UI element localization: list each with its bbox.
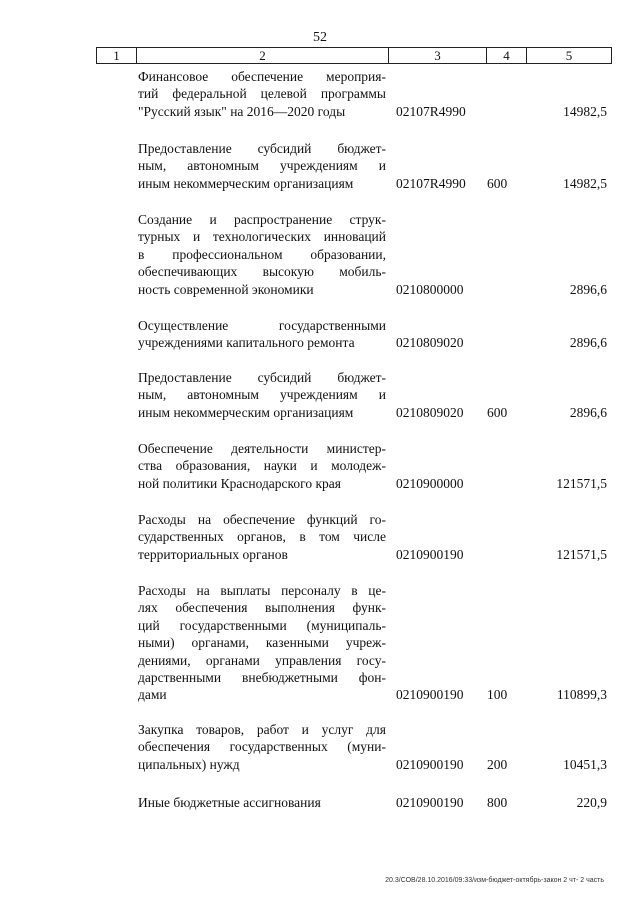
row-name-line: иным некоммерческим организациям	[138, 175, 354, 191]
row-name-line: Создание и распространение струк-	[138, 212, 386, 227]
row-name	[138, 68, 386, 120]
row-name-line: ность современной экономики	[138, 281, 314, 297]
row-name-line: ций государственными (муниципаль-	[138, 617, 386, 633]
row-code: 0210900190	[396, 756, 464, 772]
page-number: 52	[313, 30, 327, 45]
row-name-line: в профессиональном образовании,	[138, 246, 386, 262]
row-name	[138, 211, 386, 298]
row-code: 0210900000	[396, 475, 464, 491]
row-name-line: дами	[138, 687, 167, 703]
row-name	[138, 317, 386, 352]
row-code: 0210900190	[396, 687, 464, 703]
row-name-line: Предоставление субсидий бюджет-	[138, 141, 386, 156]
row-name	[138, 140, 386, 192]
row-code: 0210900190	[396, 795, 464, 810]
row-name-line: Иные бюджетные ассигнования	[138, 795, 321, 810]
row-name-line: Закупка товаров, работ и услуг для	[138, 722, 386, 737]
row-expense-type: 100	[487, 687, 508, 703]
header-col-2: 2	[137, 48, 389, 63]
row-sum: 220,9	[576, 795, 607, 810]
row-name-line: ципальных) нужд	[138, 756, 240, 772]
row-sum: 2896,6	[569, 281, 607, 297]
row-sum: 121571,5	[556, 546, 607, 562]
table-header	[96, 47, 612, 64]
row-code: 02107R4990	[396, 103, 466, 119]
row-name-line: ным, автономным учреждениям и	[138, 387, 386, 403]
row-name	[138, 794, 386, 811]
row-code: 0210809020	[396, 404, 464, 420]
row-name-line: обеспечивающих высокую мобиль-	[138, 264, 386, 280]
row-sum: 110899,3	[556, 687, 607, 703]
row-name-line: дениями, органами управления госу-	[138, 652, 386, 668]
row-name	[138, 582, 386, 704]
row-name-line: Расходы на обеспечение функций го-	[138, 512, 386, 527]
header-col-1: 1	[97, 48, 137, 63]
row-sum: 14982,5	[563, 103, 607, 119]
header-col-3: 3	[389, 48, 487, 63]
header-col-4: 4	[487, 48, 527, 63]
row-name-line: иным некоммерческим организациям	[138, 404, 354, 420]
row-name-line: лях обеспечения выполнения функ-	[138, 600, 386, 616]
row-name-line: Обеспечение деятельности министер-	[138, 441, 386, 456]
row-code: 02107R4990	[396, 175, 466, 191]
row-code: 0210900190	[396, 546, 464, 562]
row-name-line: ства образования, науки и молодеж-	[138, 458, 386, 474]
row-name-line: Осуществление государственными	[138, 318, 386, 333]
row-name-line: Предоставление субсидий бюджет-	[138, 370, 386, 385]
row-name-line: Расходы на выплаты персоналу в це-	[138, 583, 386, 598]
row-sum: 121571,5	[556, 475, 607, 491]
row-name-line: учреждениями капитального ремонта	[138, 335, 355, 351]
row-sum: 14982,5	[563, 175, 607, 191]
row-name-line: тий федеральной целевой программы	[138, 86, 386, 102]
row-sum: 10451,3	[563, 756, 607, 772]
row-name	[138, 440, 386, 492]
row-name-line: ной политики Краснодарского края	[138, 475, 342, 491]
row-name-line: ным, автономным учреждениям и	[138, 158, 386, 174]
row-expense-type: 600	[487, 175, 508, 191]
row-expense-type: 200	[487, 756, 508, 772]
row-name	[138, 721, 386, 773]
row-code: 0210800000	[396, 281, 464, 297]
row-name-line: турных и технологических инноваций	[138, 229, 386, 245]
header-col-5: 5	[565, 48, 573, 63]
row-name-line: обеспечения государственных (муни-	[138, 739, 386, 755]
row-name-line: территориальных органов	[138, 546, 288, 562]
footer-file-path: 20.3/СОВ/28.10.2016/09:33/изм-бюджет-октябрь-закон 2 чт- 2 часть	[385, 877, 604, 884]
row-name	[138, 511, 386, 563]
row-expense-type: 800	[487, 795, 508, 810]
row-name-line: "Русский язык" на 2016—2020 годы	[138, 103, 346, 119]
row-name-line: Финансовое обеспечение мероприя-	[138, 69, 386, 84]
row-sum: 2896,6	[569, 404, 607, 420]
row-code: 0210809020	[396, 335, 464, 351]
row-name-line: сударственных органов, в том числе	[138, 529, 386, 545]
row-sum: 2896,6	[569, 335, 607, 351]
row-expense-type: 600	[487, 404, 508, 420]
row-name	[138, 369, 386, 421]
row-name-line: дарственными внебюджетными фон-	[138, 670, 386, 686]
row-name-line: ными) органами, казенными учреж-	[138, 635, 386, 651]
